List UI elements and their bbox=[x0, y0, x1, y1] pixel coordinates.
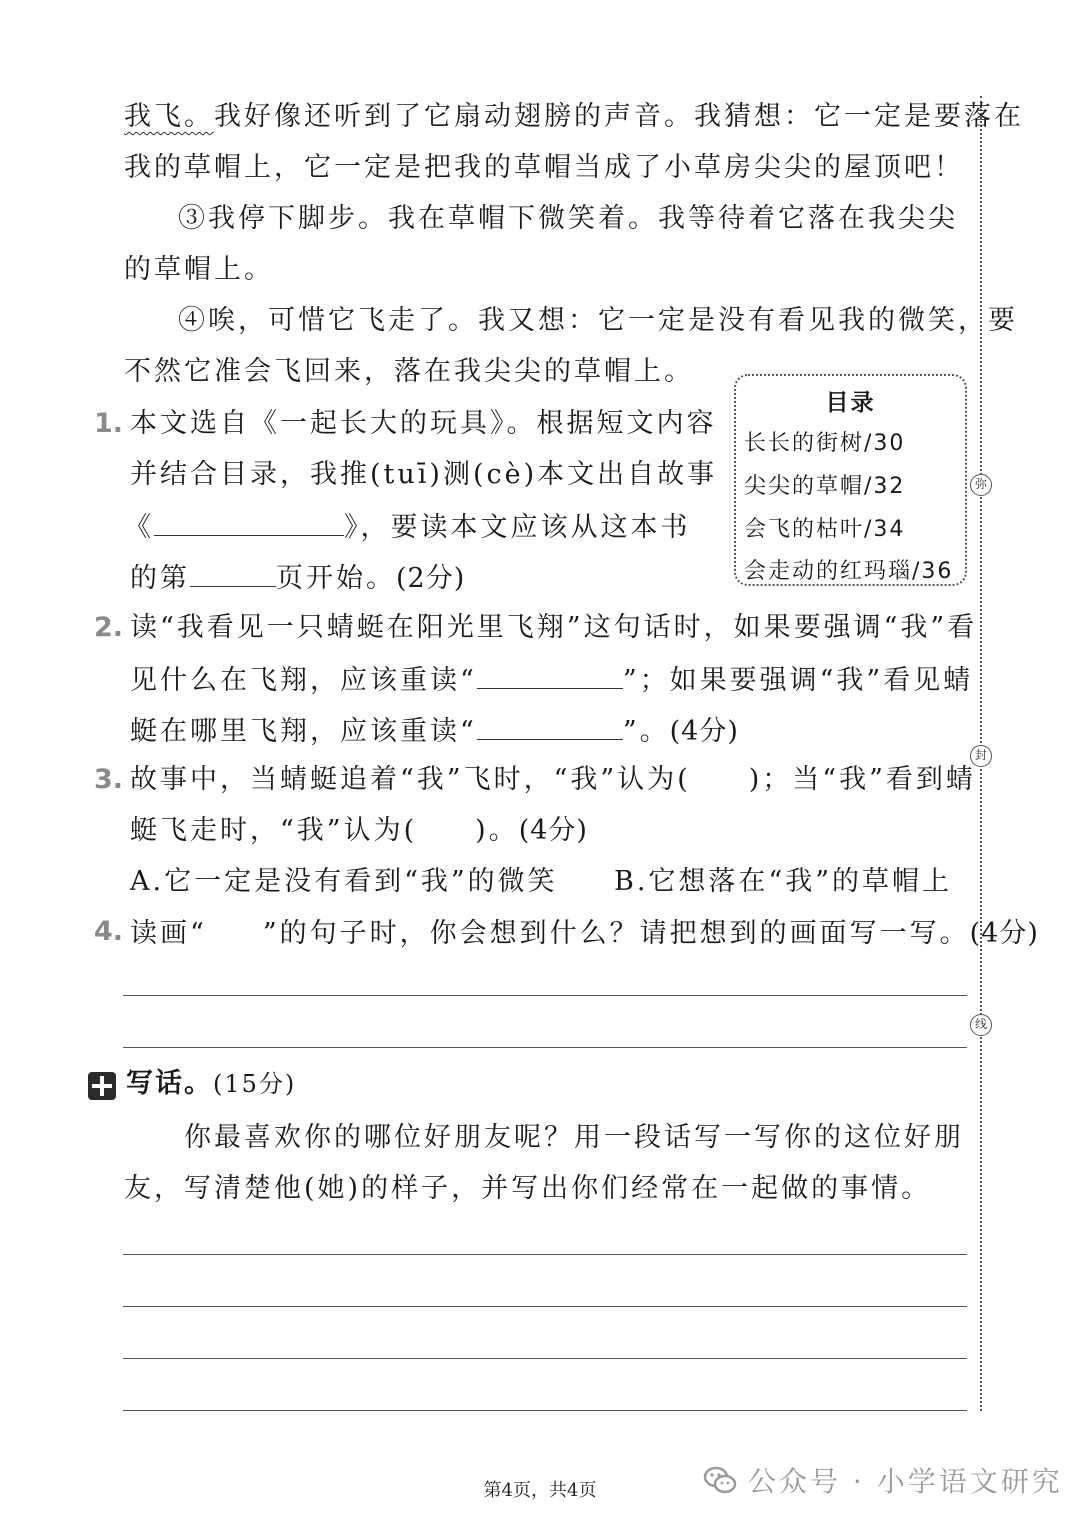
toc-item: 尖尖的草帽/32 bbox=[744, 474, 906, 499]
section-number-icon bbox=[88, 1072, 116, 1100]
writing-prompt-line-1: 你最喜欢你的哪位好朋友呢？用一段话写一写你的这位好朋 bbox=[184, 1122, 964, 1153]
wavy-line-sample bbox=[207, 912, 263, 942]
wechat-icon bbox=[702, 1462, 738, 1498]
story-title-blank[interactable] bbox=[154, 506, 344, 536]
writing-line[interactable] bbox=[123, 1410, 967, 1411]
question-3-line-2: 蜓飞走时，“我”认为( )。(4分) bbox=[130, 815, 588, 846]
question-4-number: 4. bbox=[94, 916, 124, 947]
passage-line-1: 我飞。我好像还听到了它扇动翅膀的声音。我猜想：它一定是要落在 bbox=[124, 101, 1024, 132]
question-2-line-1: 读“我看见一只蜻蜓在阳光里飞翔”这句话时，如果要强调“我”看 bbox=[130, 612, 978, 643]
page-number-blank[interactable] bbox=[190, 557, 276, 587]
section-score: (15分) bbox=[213, 1070, 297, 1098]
passage-line-3: ③我停下脚步。我在草帽下微笑着。我等待着它落在我尖尖 bbox=[178, 203, 958, 234]
wavy-underlined-phrase: 我飞。 bbox=[124, 101, 214, 132]
passage-line-6: 不然它准会飞回来，落在我尖尖的草帽上。 bbox=[124, 356, 694, 387]
writing-line[interactable] bbox=[123, 1306, 967, 1307]
question-2-score: (4分) bbox=[669, 716, 739, 747]
stress-word-blank-1[interactable] bbox=[477, 659, 623, 689]
question-3-number: 3. bbox=[94, 764, 124, 795]
question-3-line-1: 故事中，当蜻蜓追着“我”飞时，“我”认为( )；当“我”看到蜻 bbox=[130, 764, 976, 795]
writing-line[interactable] bbox=[123, 1358, 967, 1359]
question-3-option-b: B.它想落在“我”的草帽上 bbox=[614, 866, 953, 897]
passage-line-2: 我的草帽上，它一定是把我的草帽当成了小草房尖尖的屋顶吧！ bbox=[124, 152, 964, 183]
binding-mark-feng: 封 bbox=[970, 745, 992, 767]
section-title: 写话。(15分) bbox=[126, 1068, 297, 1099]
toc-title: 目录 bbox=[825, 390, 876, 416]
question-1-number: 1. bbox=[94, 408, 124, 439]
table-of-contents bbox=[734, 374, 967, 586]
binding-mark-xian: 线 bbox=[970, 1014, 992, 1036]
toc-item: 会走动的红玛瑙/36 bbox=[744, 559, 954, 584]
question-1-line-1: 本文选自《一起长大的玩具》。根据短文内容 bbox=[130, 408, 717, 439]
toc-item: 会飞的枯叶/34 bbox=[744, 517, 906, 542]
question-1-line-4: 的第 页开始。(2分) bbox=[130, 557, 465, 599]
question-3-option-a: A.它一定是没有看到“我”的微笑 bbox=[130, 866, 558, 897]
passage-line-5: ④唉，可惜它飞走了。我又想：它一定是没有看见我的微笑，要 bbox=[178, 305, 1018, 336]
question-2-line-3: 蜓在哪里飞翔，应该重读“ ”。(4分) bbox=[130, 710, 739, 752]
watermark bbox=[702, 1460, 1063, 1500]
answer-line[interactable] bbox=[123, 1047, 967, 1048]
question-4-score: (4分) bbox=[969, 918, 1039, 949]
stress-word-blank-2[interactable] bbox=[477, 710, 623, 740]
question-2-line-2: 见什么在飞翔，应该重读“ ”；如果要强调“我”看见蜻 bbox=[130, 659, 973, 701]
writing-line[interactable] bbox=[123, 1254, 967, 1255]
binding-mark-mi: 弥 bbox=[970, 474, 992, 496]
watermark-text: 公众号 · 小学语文研究 bbox=[748, 1465, 1063, 1498]
writing-prompt-line-2: 友，写清楚他(她)的样子，并写出你们经常在一起做的事情。 bbox=[124, 1173, 932, 1204]
question-1-score: (2分) bbox=[396, 563, 466, 594]
question-2-number: 2. bbox=[94, 612, 124, 643]
question-1-line-2: 并结合目录，我推(tuī)测(cè)本文出自故事 bbox=[130, 459, 718, 490]
toc-item: 长长的街树/30 bbox=[744, 431, 906, 456]
page-footer: 第4页，共4页 bbox=[483, 1480, 597, 1501]
question-4-line: 读画“ ”的句子时，你会想到什么？请把想到的画面写一写。(4分) bbox=[130, 912, 1039, 954]
question-3-score: (4分) bbox=[518, 815, 588, 846]
question-1-line-3: 《 》，要读本文应该从这本书 bbox=[124, 506, 691, 548]
passage-line-4: 的草帽上。 bbox=[124, 254, 274, 285]
answer-line[interactable] bbox=[123, 995, 967, 996]
